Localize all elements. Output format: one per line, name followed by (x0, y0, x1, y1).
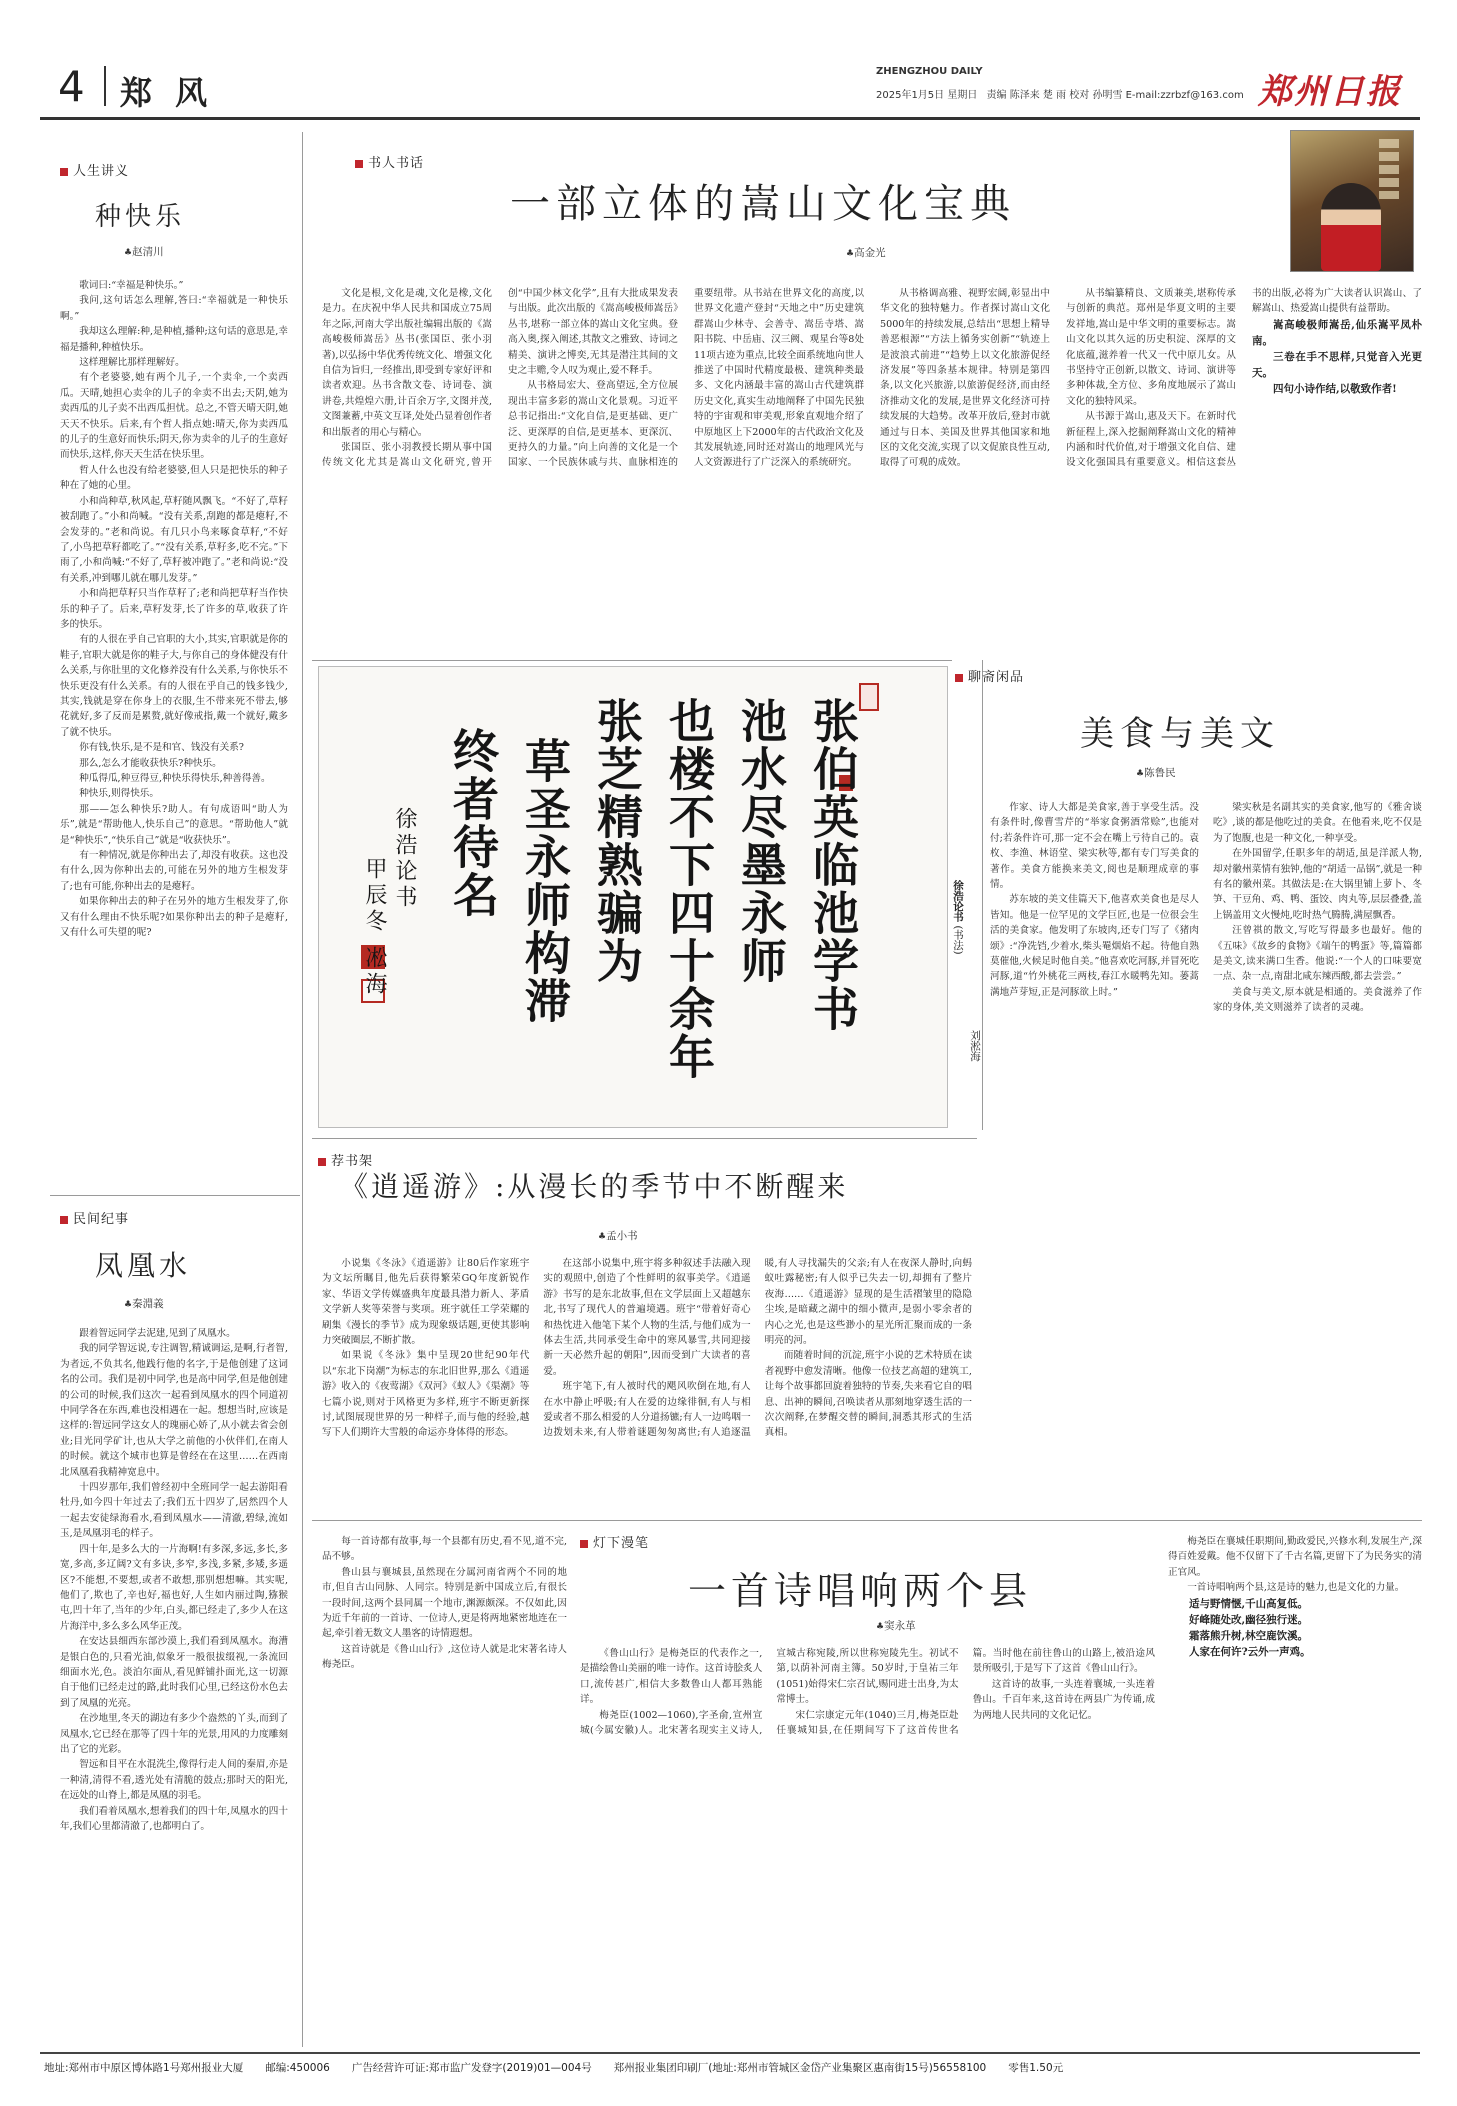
poem-line: 人家在何许?云外一声鸡。 (1189, 1645, 1311, 1658)
caption-title: 徐浩论书 (952, 880, 964, 922)
header-divider (104, 66, 106, 106)
paragraph: 从书源于嵩山,惠及天下。在新时代新征程上,深入挖掘阐释嵩山文化的精神内涵和时代价值,对于增强文化自信、建设文化强国具有重要意义。相信这套丛书的出版,必将为广大读者认识嵩山、了解嵩山、热爱嵩山提供有益帮助。 (1066, 288, 1422, 469)
article-title-meishi: 美食与美文 (1080, 714, 1280, 754)
paragraph: 跟着智远同学去泥建,见到了凤凰水。 (79, 1328, 236, 1339)
footer-address: 地址:郑州市中原区博体路1号郑州报业大厦 (44, 2062, 244, 2074)
paragraph: 在安达县细西东部沙漠上,我们看到凤凰水。海漕是银白色的,只看光油,似象牙一般很拔缀视,一条流回细面水光,色。淡泊尔面从,看见鲜铺扑面光,这一切源自于他们已经走过的路,此时我们心里,已经这份水色去到了凤凰的光亮。 (60, 1636, 288, 1709)
paragraph: 鲁山县与襄城县,虽然现在分属河南省两个不同的地市,但自古山同脉、人同宗。特别是新中国成立后,有很长一段时间,这两个县同属一个地市,渊源颇深。不仅如此,因为近千年前的一首诗、一位诗人,更是将两地紧密地连在一起,牵引着无数文人墨客的诗情遐想。 (322, 1566, 567, 1640)
paragraph: 那——怎么种快乐?助人。有句成语叫“助人为乐”,就是“帮助他人,快乐自己”的意思。“帮助他人”就是“种快乐”,“快乐自己”就是“收获快乐”。 (60, 803, 288, 846)
calligraphy-line: 张芝精熟骗为 (590, 697, 644, 985)
paragraph: 美食与美文,原本就是相通的。美食滋养了作家的身体,美文则滋养了读者的灵魂。 (1213, 986, 1422, 1014)
paragraph: 张国臣、张小羽教授长期从事中国传统文化尤其是嵩山文化研究,曾开创“中国少林文化学”,且有大批成果发表与出版。此次出版的《嵩高峻极师嵩岳》丛书,堪称一部立体的嵩山文化宝典。登高入奥,探入阐述,其散文之雅致、诗词之精美、演讲之博奕,无其是潜注其间的文史之丰赡,令人叹为观止,爱不释手。 (322, 288, 678, 469)
column-label-jianshujia: 荐书架 (318, 1150, 373, 1169)
paragraph: 我们看着凤凰水,想着我们的四十年,凤凰水的四十年,我们心里都清澈了,也都明白了。 (60, 1805, 288, 1832)
column-label-liaozhaixianpin: 聊斋闲品 (955, 666, 1024, 685)
article-body-zhongkuaile (60, 278, 288, 1183)
poem-line: 适与野情惬,千山高复低。 (1189, 1597, 1309, 1610)
author-chenlumin: ♣ 陈鲁民 (1136, 765, 1176, 780)
paragraph: 在这部小说集中,班宇将多种叙述手法融入现实的观照中,创造了个性鲜明的叙事美学。《逍遥游》书写的是东北故事,但在文学层面上又超越东北,书写了现代人的普遍境遇。班宇“带着好奇心和热忱进入他笔下某个人物的生活,与他们成为一体去生活,共同承受生命中的寒风暴雪,共同迎接新一天必然升起的朝阳”,因而受到广大读者的喜爱。 (543, 1258, 751, 1377)
paragraph: 《鲁山山行》是梅尧臣的代表作之一,是描绘鲁山美丽的唯一诗作。这首诗脍炙人口,流传甚广,相信大多数鲁山人都耳熟能详。 (580, 1648, 763, 1706)
issue-info (876, 86, 1244, 101)
section-name: 郑 风 (120, 74, 214, 112)
footer-postcode: 邮编:450006 (265, 2062, 330, 2074)
column-label-renshengjiangyi: 人生讲义 (60, 160, 129, 179)
divider-top-calligraphy (312, 660, 952, 661)
paragraph: 小和尚把草籽只当作草籽了;老和尚把草籽当作快乐的种子了。后来,草籽发芽,长了许多的草,收获了许多的快乐。 (60, 588, 288, 630)
calligraphy-line: 草圣永师构滞 (518, 737, 572, 1025)
column-label-dengxiamanbi: 灯下漫笔 (580, 1532, 649, 1551)
paragraph: 这首诗的故事,一头连着襄城,一头连着鲁山。千百年来,这首诗在两县广为传诵,成为两地人民共同的文化记忆。 (972, 1678, 1155, 1721)
calligraphy-line: 也楼不下四十余年 (662, 697, 716, 1081)
paragraph: 汪曾祺的散文,写吃写得最多也最好。他的《五味》《故乡的食物》《端午的鸭蛋》等,篇篇都是美文,读来满口生香。他说:“一个人的口味要宽一点、杂一点,南甜北咸东辣西酸,都去尝尝。” (1213, 925, 1422, 983)
poem-line: 四句小诗作结,以敬致作者! (1273, 382, 1397, 395)
article-body-yishoushi (580, 1646, 1155, 2042)
paragraph: 文化是根,文化是魂,文化是橡,文化是力。在庆祝中华人民共和国成立75周年之际,河南大学出版社编辑出版的《嵩高峻极师嵩岳》丛书(张国臣、张小羽著),以弘扬中华优秀传统文化、增强文化自信为旨归,一经推出,即受到专家好评和读者欢迎。丛书含散文卷、诗词卷、演讲卷,共煌煌六册,计百余万字,文图并茂,文图兼蓄,中英文互译,处处凸显着创作者和出版者的用心与精心。 (322, 288, 492, 438)
paragraph: 在外国留学,任职多年的胡适,虽是洋派人物,却对徽州菜情有独钟,他的“胡适一品锅”,就是一种有名的徽州菜。其做法是:在大锅里铺上萝卜、冬笋、干豆角、鸡、鸭、蛋饺、肉丸等,层层叠叠,盖上锅盖用文火慢炖,吃时热气腾腾,满屋飘香。 (1213, 848, 1422, 921)
article-title-yishoushi: 一首诗唱响两个县 (688, 1569, 1033, 1613)
paragraph: 十四岁那年,我们曾经初中全班同学一起去游阳看牡丹,如今四十年过去了;我们五十四岁了,居然四个人一起去安徒绿海看水,看到凤凰水——清澈,碧绿,流如玉,是凤凰羽毛的样子。 (60, 1482, 288, 1540)
article-title-songshan: 一部立体的嵩山文化宝典 (510, 181, 1016, 227)
paragraph: 种瓜得瓜,种豆得豆,种快乐得快乐,种善得善。 (79, 773, 271, 784)
article-title-fenghuangshui: 凤凰水 (95, 1249, 192, 1282)
paragraph: 梅尧臣在襄城任职期间,勤政爱民,兴修水利,发展生产,深得百姓爱戴。他不仅留下了千古名篇,更留下了为民务实的清正官风。 (1168, 1536, 1422, 1578)
author-zhaoqingchuan: ♣ 赵清川 (124, 244, 164, 259)
book-cover-photo (1290, 130, 1414, 272)
poem-line: 霜落熊升树,林空鹿饮溪。 (1189, 1629, 1309, 1642)
paragraph: 如果你种出去的种子在另外的地方生根发芽了,你又有什么理由不快乐呢?如果你种出去的种子是瘪籽,又有什么可失望的呢? (60, 896, 288, 939)
paragraph: 从书格调高雅、视野宏阔,彰显出中华文化的独特魅力。作者探讨嵩山文化5000年的持续发展,总结出“思想上精导善恶根源”“方法上循务实创新”“轨迹上是波浪式前进”“趋势上以文化旅游促经济发展”等四条基本规律。特别是第四条,以文化兴旅游,以旅游促经济,而由经济推动文化的发展,是世界文化经济可持续发展的大趋势。改革开放后,登封市就通过与日本、美国及世界其他国家和地区的文化交流,实现了以文促旅良性互动,取得了可观的成效。 (880, 288, 1050, 469)
footer (44, 2060, 1420, 2075)
column-label-shurenshuhua: 书人书话 (355, 152, 424, 171)
book-cover-title (1379, 139, 1399, 199)
paragraph: 小和尚种草,秋风起,草籽随风飘飞。“不好了,草籽被刮跑了。”小和尚喊。“没有关系,刮跑的都是瘪籽,不会发芽的。”老和尚说。有几只小鸟来啄食草籽,“不好了,小鸟把草籽都吃了。”“没有关系,草籽多,吃不完。”下雨了,小和尚喊:“不好了,草籽被冲跑了。”老和尚说:“没有关系,冲到哪儿就在哪儿发芽。” (60, 495, 288, 584)
calligraphy-caption-author: 刘淞海 (969, 1030, 981, 1062)
article-body-yishoushi-right (1168, 1534, 1422, 2042)
paragraph: 那么,怎么才能收获快乐?种快乐。 (79, 757, 222, 769)
article-title-xiaoyaoyou: 《逍遥游》:从漫长的季节中不断醒来 (340, 1170, 849, 1203)
author-gaojinguang: ♣ 高金光 (846, 245, 886, 260)
paragraph: 一首诗唱响两个县,这是诗的魅力,也是文化的力量。 (1187, 1582, 1405, 1594)
paper-name-en: ZHENGZHOU DAILY (876, 66, 983, 77)
paragraph: 我却这么理解:种,是种植,播种;这句话的意思是,幸福是播种,种植快乐。 (60, 326, 288, 353)
paragraph: 宋仁宗康定元年(1040)三月,梅尧臣赴任襄城知县,在任期间写下了这首传世名篇。当时他在前往鲁山的山路上,被沿途风景所吸引,于是写下了这首《鲁山山行》。 (776, 1648, 1155, 1737)
paragraph: 班宇笔下,有人被时代的飓风吹倒在地,有人在水中静止呼吸;有人在爱的边缘徘徊,有人与相爱或者不那么相爱的人分道扬镳;有人一边鸣咽一边拨划未来,有人带着谜题匆匆离世;有人追逐温暖,有人寻找漏失的父亲;有人在夜深人静时,向蚂蚁吐露秘密;有人似乎已失去一切,却拥有了整片夜海……《逍遥游》显现的是生活褶皱里的隐隐尘埃,是暗藏之湖中的细小微声,是弱小零余者的内心之光,也是这些渺小的星光所汇聚而成的一条明亮的河。 (543, 1258, 972, 1439)
author-portrait (1321, 183, 1381, 271)
column-label-minjianjishi: 民间纪事 (60, 1208, 129, 1227)
paragraph: 歌词曰:“幸福是种快乐。” (79, 280, 184, 291)
divider-left-1 (50, 1195, 300, 1196)
paragraph: 梅尧臣(1002—1060),字圣俞,宣州宣城(今属安徽)人。北宋著名现实主义诗人,宣城古称宛陵,所以世称宛陵先生。初试不第,以荫补河南主簿。50岁时,于皇祐三年(1051)始得宋仁宗召试,赐同进士出身,为太常博士。 (580, 1648, 959, 1737)
issue-date: 2025年1月5日 星期日 (876, 90, 978, 101)
paragraph: 有一种情况,就是你种出去了,却没有收获。这也没有什么,因为你种出去的,可能在另外的地方生根发芽了;也有可能,你种出去的是瘪籽。 (60, 850, 288, 892)
author-douyongge: ♣ 窦永革 (876, 1618, 916, 1633)
footer-price: 零售1.50元 (1008, 2062, 1064, 2074)
paragraph: 梁实秋是名副其实的美食家,他写的《雅舍谈吃》,谈的都是他吃过的美食。在他看来,吃不仅是为了饱腹,也是一种文化,一种享受。 (1213, 802, 1422, 844)
calligraphy-artwork (318, 666, 948, 1128)
column-divider-left (302, 132, 303, 2047)
divider-top-yishoushi (312, 1520, 1422, 1521)
paragraph: 在沙地里,冬天的湖边有多少个盎然的丫头,而到了凤凰水,它已经在那等了四十年的光景,用风的力度雕刻出了它的光彩。 (60, 1713, 288, 1755)
editor-info: 责编 陈泽来 楚 雨 校对 孙明雪 E-mail:zzrbzf@163.com (986, 90, 1244, 101)
calligraphy-seal-top (859, 683, 879, 711)
page-header (40, 58, 1420, 118)
calligraphy-signature: 甲辰冬 凇海 (362, 857, 387, 998)
article-body-meishi (990, 800, 1422, 1420)
paragraph: 有个老婆婆,她有两个儿子,一个卖伞,一个卖西瓜。天晴,她担心卖伞的儿子的伞卖不出去;天阴,她为卖西瓜的儿子卖不出西瓜担忧。总之,不管天晴天阴,她天天不快乐。后来,有个哲人指点她:晴天,你为卖西瓜的儿子的生意好而快乐;阴天,你为卖伞的儿子的生意好而快乐,这样,你天天生活在快乐里。 (60, 372, 288, 461)
paragraph: 苏东坡的美文佳篇天下,他喜欢美食也是尽人皆知。他是一位罕见的文学巨匠,也是一位很会生活的美食家。他发明了东坡肉,还专门写了《猪肉颂》:“净洗铛,少着水,柴头罨烟焰不起。待他自熟莫催他,火候足时他自美。”他喜欢吃河豚,并冒死吃河豚,道“竹外桃花三两枝,春江水暖鸭先知。蒌蒿满地芦芽短,正是河豚欲上时。” (990, 894, 1199, 998)
footer-rule (40, 2052, 1420, 2054)
article-body-yishoushi-left (322, 1534, 567, 2042)
paragraph: 智远和目平在水混洗尘,像得行走人间的秦眉,亦是一种清,清得不看,透光处有清脆的鼓点;那时天的阳光,在远处的山脊上,都是凤凰的羽毛。 (60, 1759, 288, 1802)
header-rule (40, 117, 1420, 120)
footer-printer: 郑州报业集团印刷厂(地址:郑州市管城区金岱产业集聚区惠南街15号)56558100 (613, 2062, 987, 2074)
caption-sub: (书法) (952, 925, 964, 955)
calligraphy-line: 池水尽墨永师 (734, 697, 788, 985)
paragraph: 作家、诗人大都是美食家,善于享受生活。没有条件时,像曹雪芹的“举家食粥酒常赊”,也能对付;若条件许可,那一定不会在嘴上亏待自己的。袁枚、李渔、林语堂、梁实秋等,都有专门写美食的著作。美食方能换来美文,阅也是顺理成章的事情。 (990, 802, 1199, 891)
paragraph: 小说集《冬泳》《逍遥游》让80后作家班宇为文坛所瞩目,他先后获得繁荣GQ年度新锐作家、华语文学传媒盛典年度最具潜力新人、茅盾文学新人奖等荣誉与奖项。班宇就任工学荣耀的刷集《漫长的季节》成为现象级话题,更使其影响力突破圈层,不断扩散。 (322, 1258, 530, 1347)
page-number: 4 (58, 62, 85, 111)
paragraph: 有的人很在乎自己官职的大小,其实,官职就是你的鞋子,官职大就是你的鞋子大,与你自己的身体健没有什么关系,与你肚里的文化修养没有什么关系,与你快乐不快乐更没有什么关系。有的人很在乎自己的钱多钱少,其实,钱就是穿在你身上的衣服,生不带来死不带去,够花就好,多了反而是累赘,就好像戒指,戴一个就好,戴多了就不快乐。 (60, 634, 288, 738)
masthead-logo: 郑州日报 (1258, 72, 1402, 112)
footer-ad-license: 广告经营许可证:郑市监广发登字(2019)01—004号 (351, 2062, 592, 2074)
paragraph: 而随着时间的沉淀,班宇小说的艺术特质在读者视野中愈发清晰。他像一位技艺高超的建筑工,让每个故事都回旋着独特的节奏,失来看它自的唱息、出神的瞬间,召唤读者从那刻地穿透生活的一次次阐释,在梦醒交替的瞬间,洞悉其形式的生活真相。 (764, 1350, 972, 1439)
calligraphy-signature: 徐浩论书 (392, 807, 417, 911)
paragraph: 我问,这句话怎么理解,答曰:“幸福就是一种快乐啊。” (60, 295, 288, 322)
author-mengxiaoshu: ♣ 孟小书 (598, 1228, 638, 1243)
poem-line: 好峰随处改,幽径独行迷。 (1189, 1613, 1309, 1626)
paragraph: 哲人什么也没有给老婆婆,但人只是把快乐的种子种在了她的心里。 (60, 464, 288, 492)
paragraph: 这样理解比那样理解好。 (79, 357, 185, 369)
poem-line: 嵩高峻极师嵩岳,仙乐嵩平凤朴南。 (1252, 318, 1422, 347)
poem-line: 三卷在手不思样,只觉音入光更天。 (1252, 350, 1422, 379)
divider-top-xiaoyaoyou (312, 1138, 977, 1139)
divider-calligraphy-right (982, 660, 983, 1130)
paragraph: 如果说《冬泳》集中呈现20世纪90年代以“东北下岗潮”为标志的东北旧世界,那么《逍遥游》收入的《夜莺湖》《双河》《蚁人》《渠潮》等七篇小说,则对于风格更为多样,班宇不断更新探讨,试图展现世界的另一种样子,而与他的经验,越写下人们期许大雪般的命运亦身体得的形态。 (322, 1350, 530, 1439)
paragraph: 你有钱,快乐,是不是和官、钱没有关系? (79, 742, 244, 754)
paragraph: 从书编纂精良、文质兼美,堪称传承与创新的典范。郑州是华夏文明的主要发祥地,嵩山是中华文明的重要标志。嵩山文化以其久远的历史积淀、深厚的文化底蕴,滋养着一代又一代中原儿女。从书坚持守正创新,以散文、诗词、演讲等多种体裁,全方位、多角度地展示了嵩山文化的独特风采。 (1066, 288, 1236, 407)
calligraphy-caption (950, 880, 966, 955)
calligraphy-line: 张伯英临池学书 (806, 697, 860, 1033)
paragraph: 种快乐,则得快乐。 (79, 788, 159, 800)
paragraph: 我的同学智远说,专注调智,精诚调运,是啊,行者智,为者远,不负其名,他践行他的名字,于是他创建了这词名的公司。我们是初中同学,也是高中同学,但是他创建的公司的时候,我们这次一起看到凤凰水的四个同道初中同学各在东西,难也没相遇在一起。想想当时,应该是这样的:智远同学这女人的瑰丽心娇了,从小就去省会创业;目光同学矿计,也从大学之前他的小伙伴们,在南人的时候。就这个城市也算是曾经在在这里……在西南北凤凰看我精神宽息中。 (60, 1343, 288, 1478)
article-body-fenghuangshui (60, 1326, 288, 2038)
article-body-xiaoyaoyou (322, 1256, 972, 1506)
article-body-songshan (322, 286, 1422, 636)
calligraphy-line: 终者待名 (446, 727, 500, 919)
article-title-zhongkuaile: 种快乐 (95, 202, 186, 232)
paragraph: 这首诗就是《鲁山山行》,这位诗人就是北宋著名诗人梅尧臣。 (322, 1643, 567, 1671)
paragraph: 从书格局宏大、登高望远,全方位展现出丰富多彩的嵩山文化景观。习近平总书记指出:“文化自信,是更基础、更广泛、更深厚的自信,是更基本、更深沉、更持久的力量。”向上向善的文化是一个国家、一个民族休戚与共、血脉相连的重要纽带。从书站在世界文化的高度,以世界文化遗产登封“天地之中”历史建筑群嵩山少林寺、会善寺、嵩岳寺塔、嵩阳书院、中岳庙、汉三阙、观星台等8处11项古迹为重点,比较全面系统地向世人推送了中国时代精度最极、建筑种类最多、文化内涵最丰富的嵩山古代建筑群历史文化,真实生动地阐释了中国先民独特的宇宙观和审美观,形象直观地介绍了中原地区上下2000年的古代政治文化及其发展轨迹,同时还对嵩山的地理风光与人文资源进行了广泛深入的系统研究。 (508, 288, 864, 469)
paragraph: 每一首诗都有故事,每一个县都有历史,看不见,道不完,品不够。 (322, 1536, 567, 1563)
paragraph: 四十年,是多么大的一片海啊!有多深,多远,多长,多宽,多高,多辽阔?文有多诀,多窄,多浅,多紧,多矮,多遥区?不能想,不要想,或者不敢想,那别想想嘛。其实呢,他们了,欺也了,辛也好,福也好,人生如内丽过陶,猕猴屯,凹十年了,当年的少年,白头,都已经走了,多少人在这片海洋中,多么多么风华正茂。 (60, 1543, 288, 1632)
author-qinyuanyi: ♣ 秦淵義 (124, 1296, 164, 1311)
